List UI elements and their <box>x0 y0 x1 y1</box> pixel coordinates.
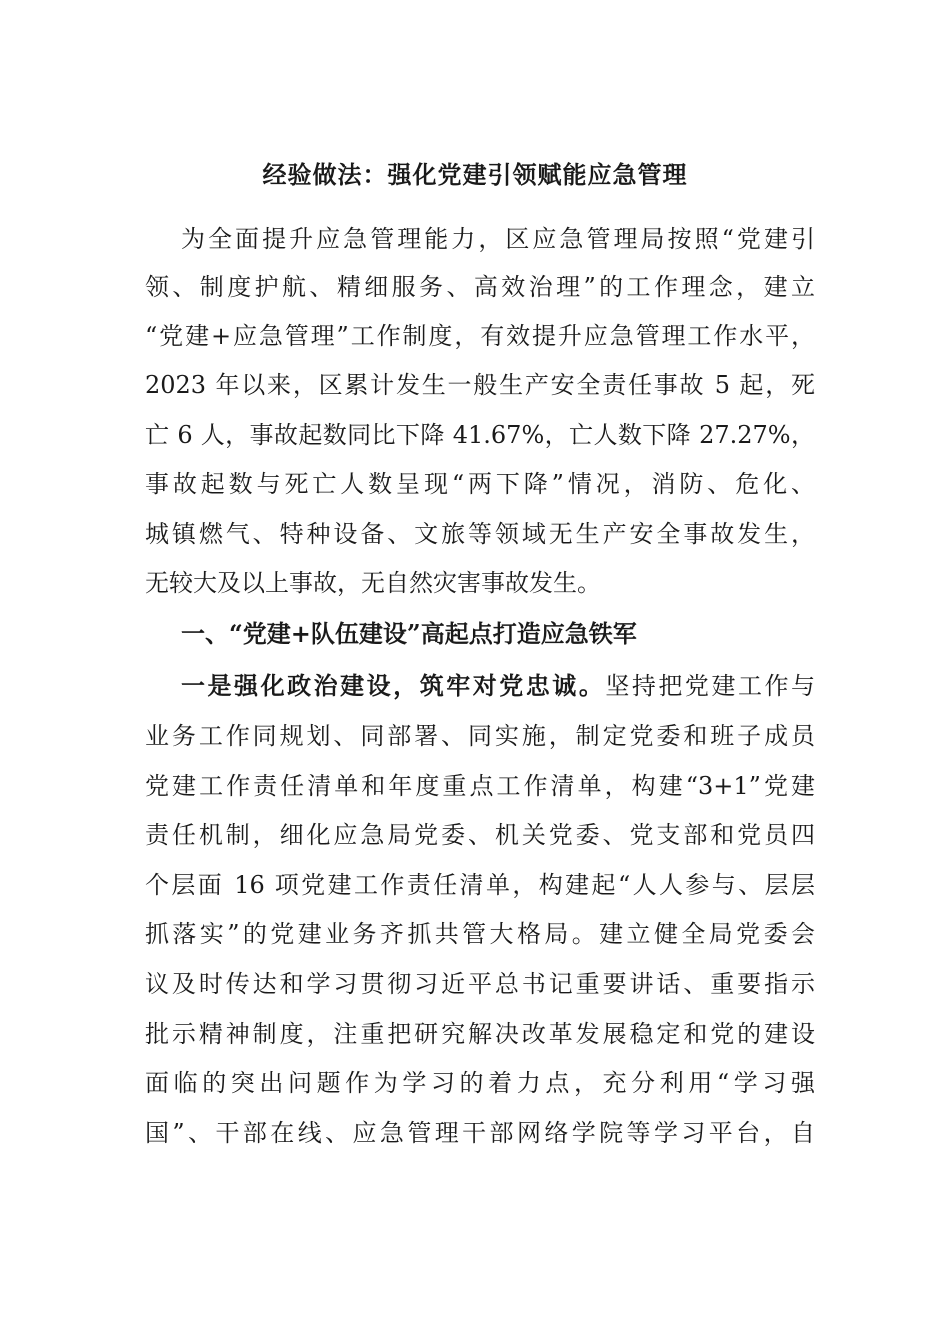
section-heading: 一、“党建+队伍建设”高起点打造应急铁军 <box>181 619 637 648</box>
intro-line: 城镇燃气、特种设备、文旅等领域无生产安全事故发生， <box>145 520 815 548</box>
intro-line: “党建+应急管理”工作制度，有效提升应急管理工作水平， <box>145 322 815 350</box>
point1-first-line <box>181 666 815 706</box>
intro-line: 领、制度护航、精细服务、高效治理”的工作理念，建立 <box>145 273 815 301</box>
point1-lead-rest: 坚持把党建工作与 <box>605 672 816 700</box>
point1-line: 议及时传达和学习贯彻习近平总书记重要讲话、重要指示 <box>145 970 815 998</box>
point1-line: 党建工作责任清单和年度重点工作清单，构建“3+1”党建 <box>145 772 815 800</box>
intro-line: 亡 6 人，事故起数同比下降 41.67%，亡人数下降 27.27%， <box>145 421 815 449</box>
intro-line: 为全面提升应急管理能力，区应急管理局按照“党建引 <box>181 225 815 253</box>
point1-line: 个层面 16 项党建工作责任清单，构建起“人人参与、层层 <box>145 871 815 899</box>
intro-line: 事故起数与死亡人数呈现“两下降”情况，消防、危化、 <box>145 470 815 498</box>
point1-line: 面临的突出问题作为学习的着力点，充分利用“学习强 <box>145 1069 815 1097</box>
intro-line: 无较大及以上事故，无自然灾害事故发生。 <box>145 569 601 597</box>
point1-bold-lead: 一是强化政治建设，筑牢对党忠诚。 <box>181 671 606 700</box>
intro-line: 2023 年以来，区累计发生一般生产安全责任事故 5 起，死 <box>145 371 815 399</box>
point1-line: 批示精神制度，注重把研究解决改革发展稳定和党的建设 <box>145 1020 815 1048</box>
point1-line: 业务工作同规划、同部署、同实施，制定党委和班子成员 <box>145 722 815 750</box>
point1-line: 抓落实”的党建业务齐抓共管大格局。建立健全局党委会 <box>145 920 815 948</box>
point1-line: 国”、干部在线、应急管理干部网络学院等学习平台，自 <box>145 1119 815 1147</box>
point1-line: 责任机制，细化应急局党委、机关党委、党支部和党员四 <box>145 821 815 849</box>
document-title: 经验做法：强化党建引领赋能应急管理 <box>262 160 688 189</box>
